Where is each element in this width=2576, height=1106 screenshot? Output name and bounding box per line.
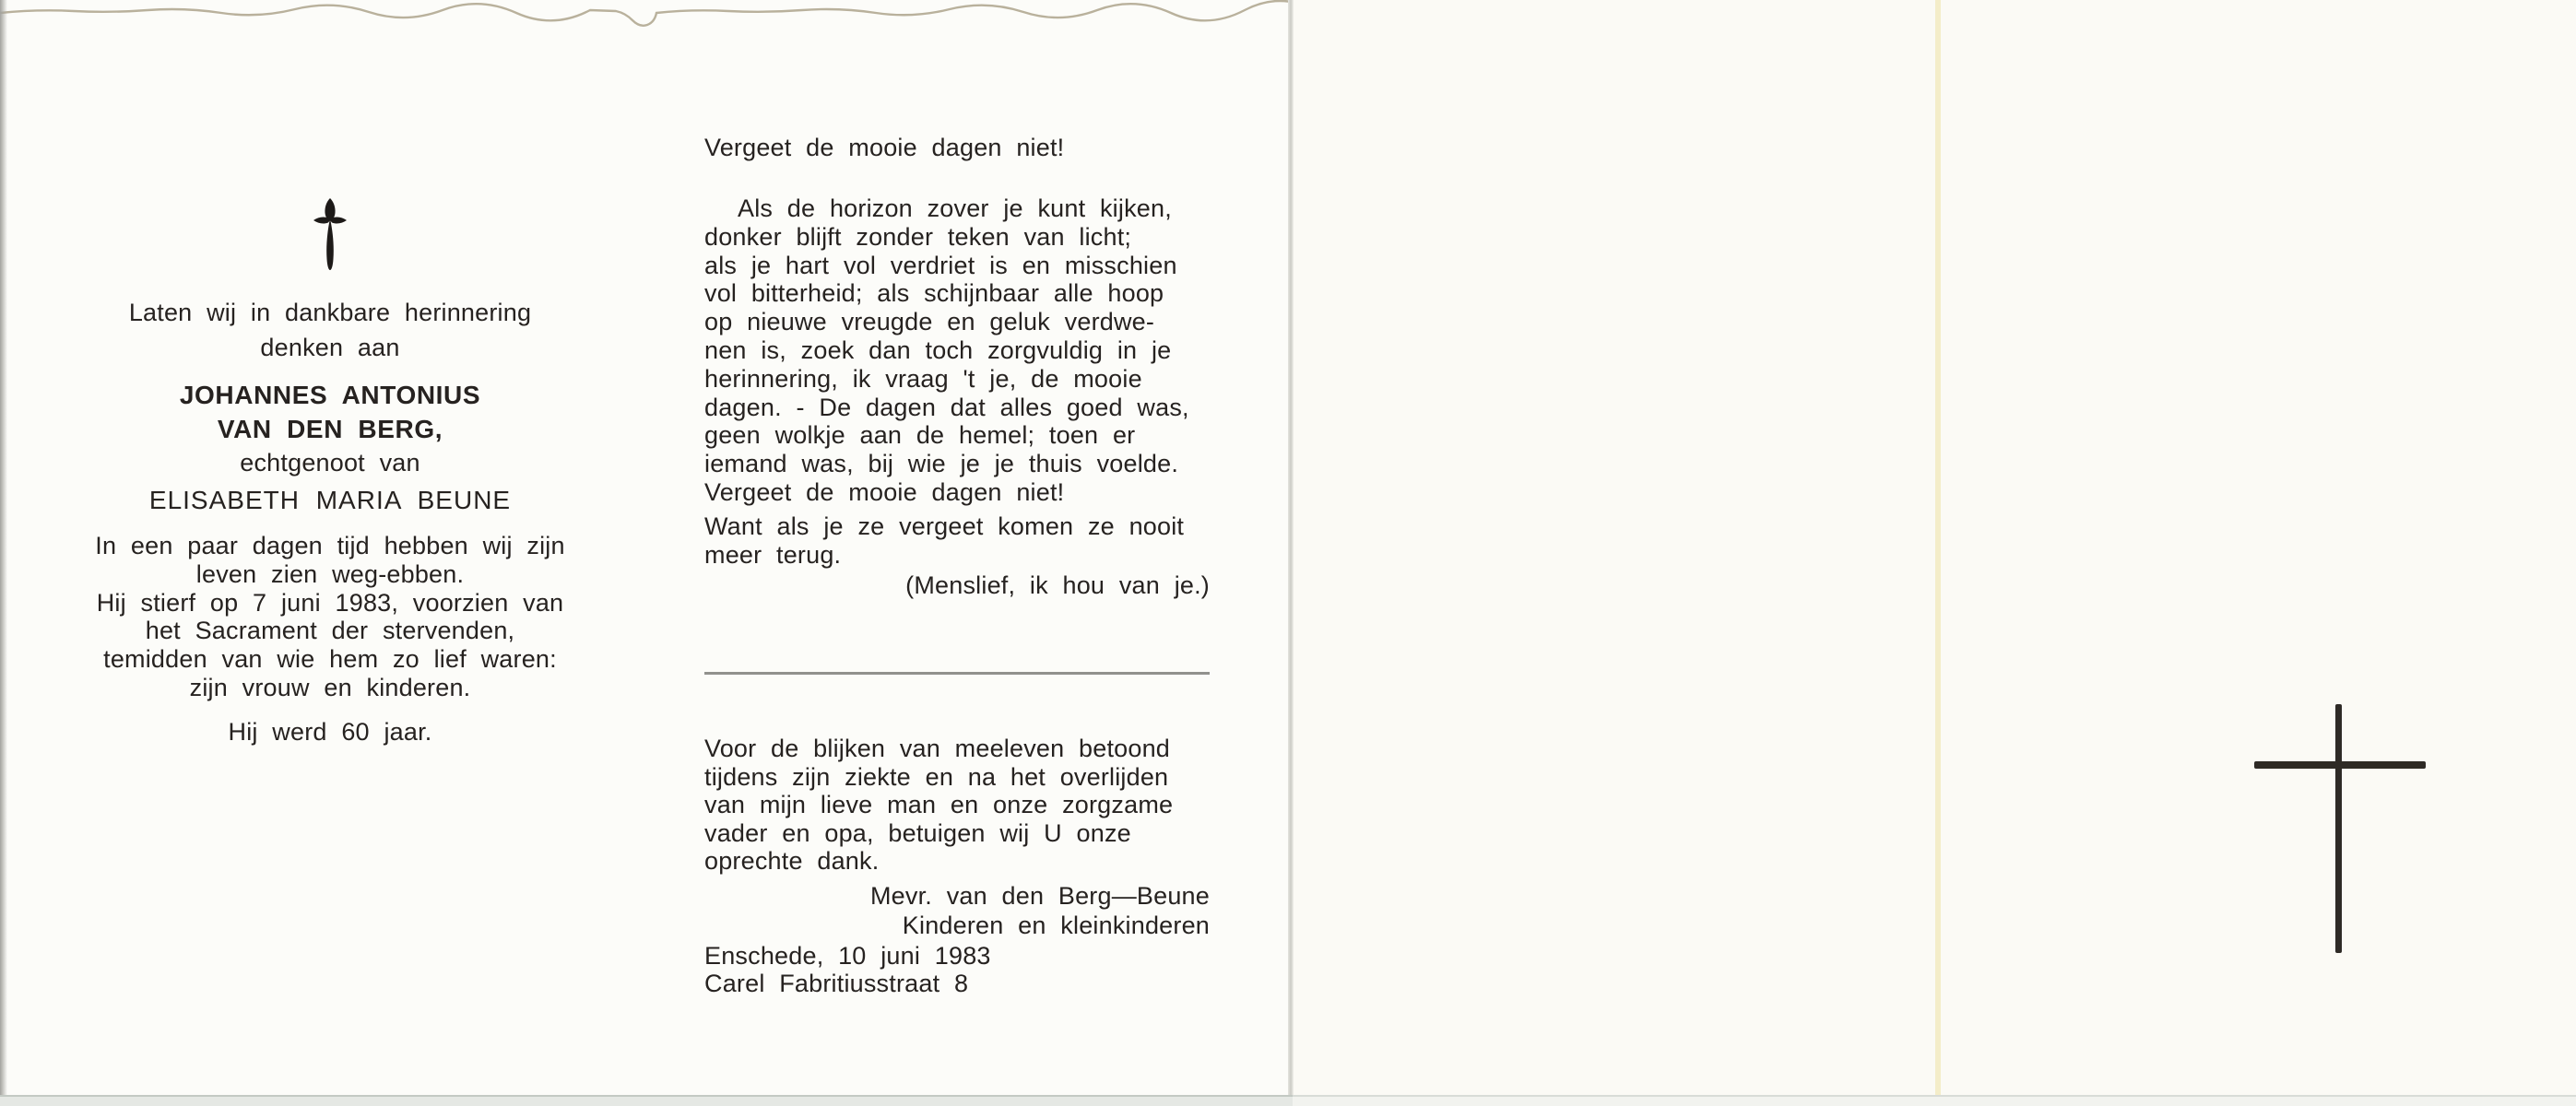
printed-cross-icon [311,196,349,274]
hand-drawn-cross-icon [2254,761,2426,769]
obituary-line: Hij stierf op 7 juni 1983, voorzien van [96,588,564,617]
poem-line: geen wolkje aan de hemel; toen er [704,421,1136,450]
card-right-edge [1288,0,1294,1106]
poem-line: donker blijft zonder teken van licht; [704,222,1132,251]
place-date-line: Enschede, 10 juni 1983 [704,942,991,970]
poem-line: nen is, zoek dan toch zorgvuldig in je [704,335,1172,364]
signature-line: Kinderen en kleinkinderen [902,911,1210,939]
poem-closing-line: Want als je ze vergeet komen ze nooit [704,512,1185,540]
hand-drawn-cross-icon [2335,704,2342,953]
age-line: Hij werd 60 jaar. [228,718,432,746]
fold-crease-line [1935,0,1941,1106]
obituary-text [76,532,585,702]
acknowledgement-line: oprechte dank. [704,847,880,876]
obituary-line: zijn vrouw en kinderen. [189,673,471,701]
poem-line: iemand was, bij wie je je thuis voelde. [704,450,1179,478]
obituary-line: het Sacrament der stervenden, [145,617,515,645]
card-left-edge-shadow [0,0,7,1106]
intro-line: Laten wij in dankbare herinnering [128,299,532,326]
poem-attribution: (Menslief, ik hou van je.) [905,571,1210,599]
poem-closing-line: meer terug. [704,541,842,569]
poem-line: herinnering, ik vraag 't je, de mooie [704,364,1142,393]
scan-bottom-edge [0,1095,1293,1106]
deceased-name [76,378,585,446]
torn-paper-edge [0,0,1355,37]
acknowledgement-text [704,735,1210,876]
acknowledgement-line: Voor de blijken van meeleven betoond [704,735,1171,762]
name-line: VAN DEN BERG, [217,415,443,443]
signature-block [704,882,1210,940]
intro-line: denken aan [260,334,400,361]
poem-refrain: Vergeet de mooie dagen niet! [704,478,1065,506]
section-divider-rule [704,672,1210,675]
signature-line: Mevr. van den Berg—Beune [869,882,1210,910]
poem-line: vol bitterheid; als schijnbaar alle hoop [704,279,1164,308]
poem-body [704,194,1210,478]
poem-line: Als de horizon zover je kunt kijken, [738,194,1172,222]
acknowledgement-line: van mijn lieve man en onze zorgzame [704,791,1174,819]
obituary-line: leven zien weg-ebben. [195,559,465,588]
relation-line: echtgenoot van [240,449,420,477]
acknowledgement-line: vader en opa, betuigen wij U onze [704,818,1131,847]
address-line: Carel Fabritiusstraat 8 [704,970,969,997]
card-back [1293,0,2576,1106]
obituary-line: temidden van wie hem zo lief waren: [103,645,557,674]
poem-title: Vergeet de mooie dagen niet! [704,134,1065,161]
name-line: JOHANNES ANTONIUS [179,381,481,409]
acknowledgement-line: tijdens zijn ziekte en na het overlijden [704,762,1169,791]
obituary-line: In een paar dagen tijd hebben wij zijn [95,532,565,559]
poem-closing [704,512,1210,570]
memorial-intro [76,295,585,365]
poem-line: dagen. - De dagen dat alles goed was, [704,393,1189,421]
poem-line: als je hart vol verdriet is en misschien [704,251,1177,279]
spouse-name: ELISABETH MARIA BEUNE [148,486,512,514]
poem-line: op nieuwe vreugde en geluk verdwe- [704,308,1155,336]
scan-bottom-edge [1293,1095,2576,1106]
